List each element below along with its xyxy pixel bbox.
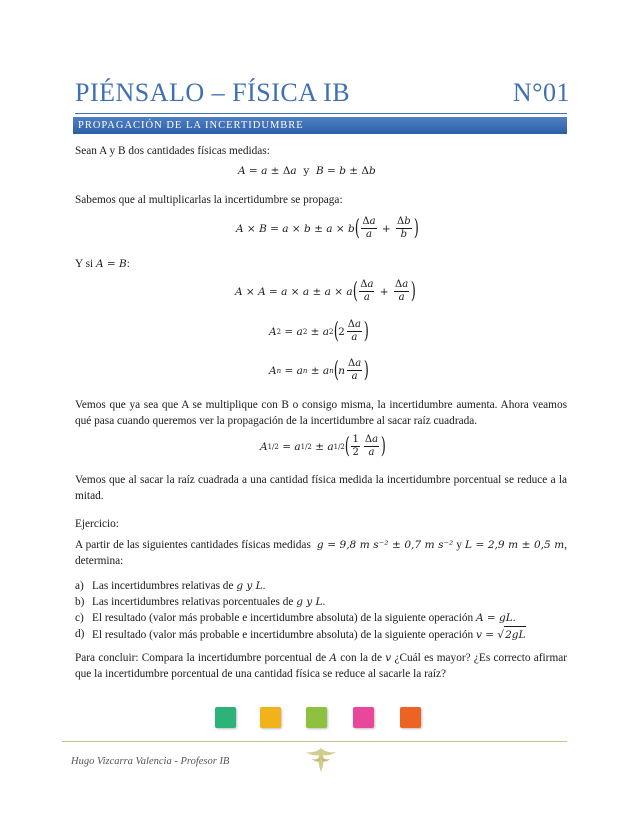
header-rule xyxy=(75,113,567,114)
footer-rule xyxy=(62,741,567,742)
increase-paragraph: Vemos que ya sea que A se multiplique con B o consigo misma, la incertidumbre aumenta. Ahora veamos qué pasa cuando queremos ver la propagación de la incertidumbre al sacar raíz cuadrada. xyxy=(75,399,567,427)
title-text: PIÉNSALO – FÍSICA IB xyxy=(75,78,351,107)
section-banner: PROPAGACIÓN DE LA INCERTIDUMBRE xyxy=(73,117,567,134)
decor-square-pink xyxy=(353,707,374,728)
decor-square-yellow xyxy=(260,707,281,728)
exercise-paragraph: A partir de las siguientes cantidades físicas medidas g = 9,8 m s⁻² ± 0,7 m s⁻² y L = 2,9 m ± 0,5 m, determina: xyxy=(75,539,568,567)
intro-paragraph: Sean A y B dos cantidades físicas medidas: xyxy=(75,145,270,157)
document-title xyxy=(75,78,570,110)
conclusion-paragraph: Para concluir: Compara la incertidumbre porcentual de A con la de v ¿Cuál es mayor? ¿Es correcto afirmar que la incertidumbre porcentual de una cantidad física se reduce al sacarle la raíz? xyxy=(75,652,568,680)
equal-case-paragraph: Y si A = B: xyxy=(75,258,130,270)
footer-ornament-icon xyxy=(303,744,339,776)
footer-author: Hugo Vizcarra Valencia - Profesor IB xyxy=(71,756,230,767)
document-number: N°01 xyxy=(512,78,570,107)
equation-power: A n = a n ± a n ( n $\frac{\Delta a}{a}$ ) xyxy=(269,357,370,383)
root-conclusion-paragraph: Vemos que al sacar la raíz cuadrada a una cantidad física medida la incertidumbre porcentual se reduce a la mitad. xyxy=(75,474,567,502)
equation-square-root: A 1/2 = a 1/2 ± a 1/2 ( $\frac{1}{2}$ $\frac{\Delta a}{a}$ ) xyxy=(260,433,386,459)
equation-square: A 2 = a 2 ± a 2 ( 2 $\frac{\Delta a}{a}$ ) xyxy=(269,318,369,344)
exercise-label: Ejercicio: xyxy=(75,518,119,530)
decor-square-orange xyxy=(400,707,421,728)
equation-product: A × B = a × b ± a × b ( $\frac{\Delta a}{a}$ + $\frac{\Delta b}{b}$ ) xyxy=(236,215,419,241)
equation-definitions: A = a ± Δ a y B = b ± Δ b xyxy=(238,165,376,177)
equation-square-product: A × A = a × a ± a × a ( $\frac{\Delta a}{a}$ + $\frac{\Delta a}{a}$ ) xyxy=(235,278,417,304)
decor-square-lime xyxy=(306,707,327,728)
multiplication-paragraph: Sabemos que al multiplicarlas la incertidumbre se propaga: xyxy=(75,194,343,206)
decor-square-green xyxy=(215,707,236,728)
